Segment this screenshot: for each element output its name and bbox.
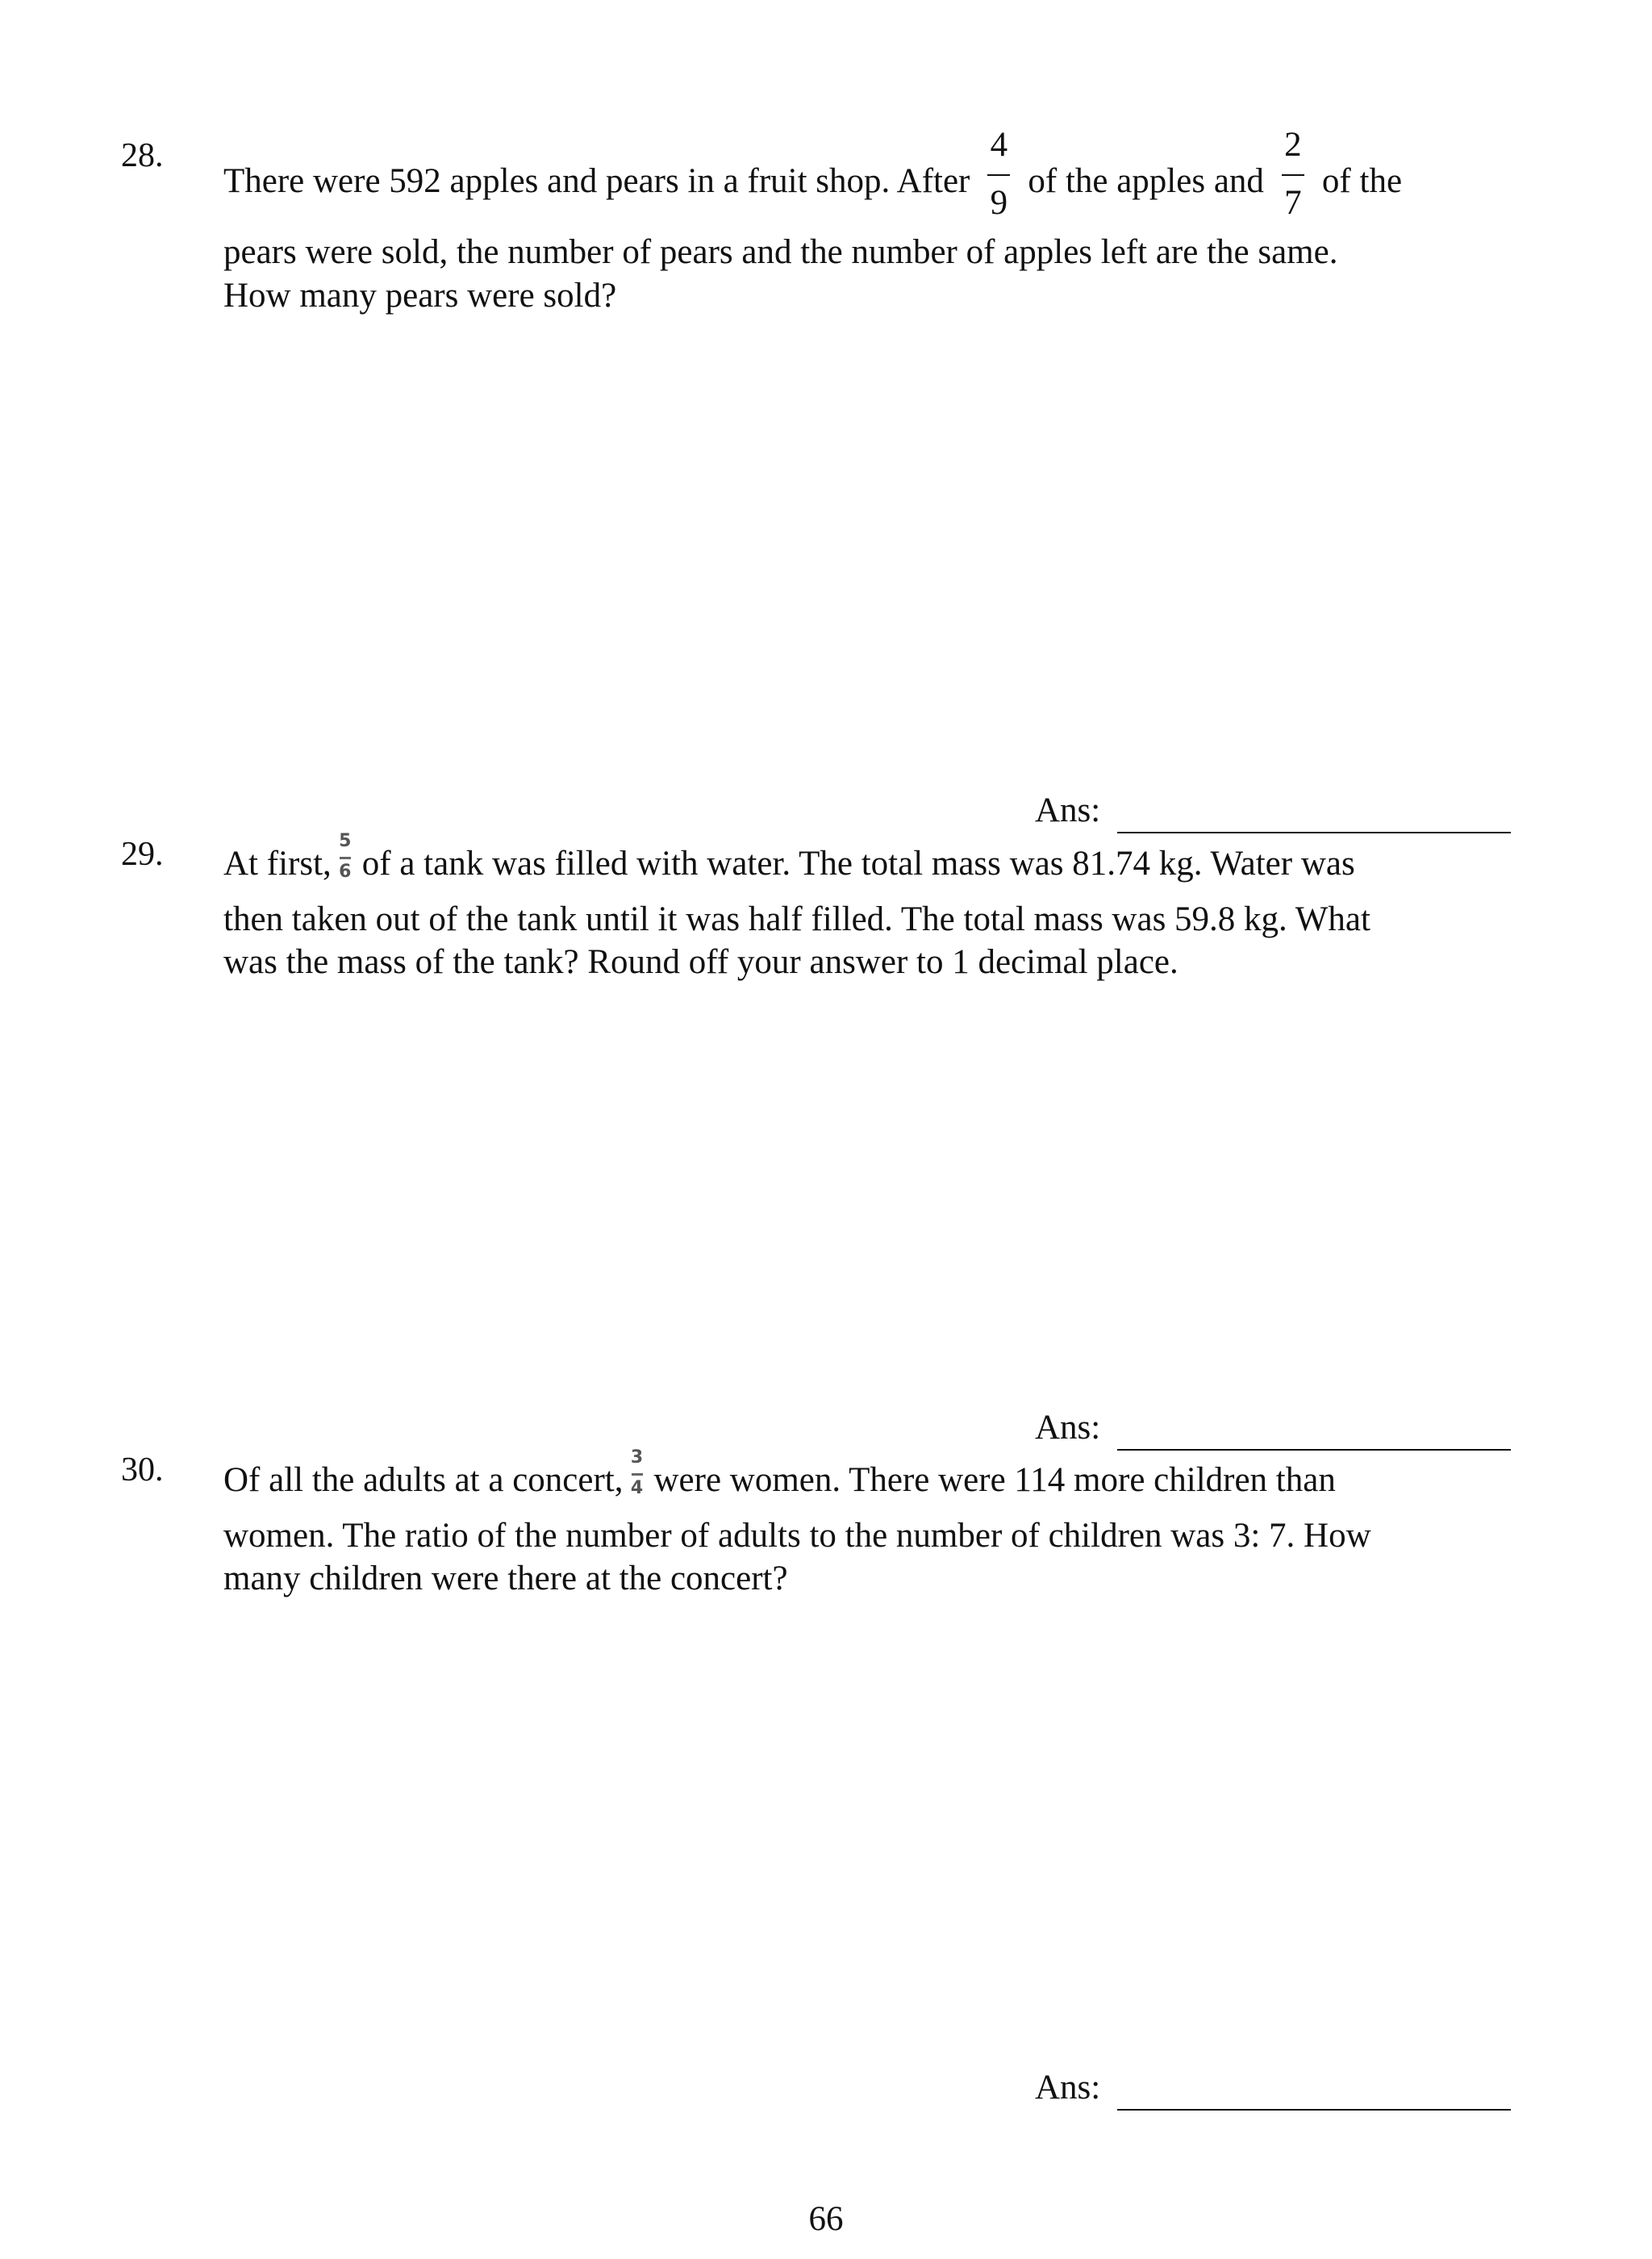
fraction-denominator: 9 bbox=[990, 183, 1008, 222]
question-text-line: was the mass of the tank? Round off your answer to 1 decimal place. bbox=[223, 943, 1179, 981]
answer-blank[interactable] bbox=[1117, 832, 1511, 833]
question-text-line bbox=[223, 830, 1355, 883]
question-text-line bbox=[223, 125, 1403, 222]
question-text: At first, bbox=[223, 845, 332, 883]
fraction-numerator: 4 bbox=[990, 125, 1008, 164]
question-text: There were 592 apples and pears in a fruit shop. After bbox=[223, 162, 970, 200]
answer-label: Ans: bbox=[1035, 1409, 1101, 1447]
question-text: were women. There were 114 more children than bbox=[653, 1461, 1336, 1499]
question-text: Of all the adults at a concert, bbox=[223, 1461, 624, 1499]
question-number: 29. bbox=[121, 836, 164, 873]
question-text-line: many children were there at the concert? bbox=[223, 1560, 788, 1597]
fraction-denominator: 6 bbox=[339, 861, 352, 882]
fraction bbox=[1275, 125, 1311, 222]
question-text: of the apples and bbox=[1028, 162, 1264, 200]
fraction-bar bbox=[1282, 174, 1304, 176]
question-text-line: women. The ratio of the number of adults to the number of children was 3: 7. How bbox=[223, 1517, 1371, 1555]
fraction bbox=[981, 125, 1016, 222]
fraction-bar bbox=[632, 1473, 643, 1476]
answer-blank[interactable] bbox=[1117, 2109, 1511, 2111]
question-text-line: then taken out of the tank until it was half filled. The total mass was 59.8 kg. What bbox=[223, 900, 1370, 938]
fraction-numerator: 3 bbox=[630, 1447, 644, 1468]
question-text-line bbox=[223, 1447, 1336, 1499]
answer-label: Ans: bbox=[1035, 791, 1101, 829]
fraction bbox=[336, 830, 354, 882]
fraction-bar bbox=[340, 857, 351, 859]
fraction-denominator: 7 bbox=[1284, 183, 1302, 222]
fraction bbox=[628, 1447, 646, 1498]
fraction-denominator: 4 bbox=[630, 1477, 644, 1498]
fraction-bar bbox=[987, 174, 1010, 176]
fraction-numerator: 2 bbox=[1284, 125, 1302, 164]
fraction-numerator: 5 bbox=[339, 830, 352, 851]
answer-blank[interactable] bbox=[1117, 1449, 1511, 1451]
question-text: of the bbox=[1321, 162, 1403, 200]
answer-label: Ans: bbox=[1035, 2069, 1101, 2107]
question-text-line: pears were sold, the number of pears and the number of apples left are the same. bbox=[223, 233, 1338, 271]
question-text-line: How many pears were sold? bbox=[223, 277, 617, 315]
question-text: of a tank was filled with water. The total mass was 81.74 kg. Water was bbox=[361, 845, 1355, 883]
question-number: 28. bbox=[121, 137, 164, 174]
question-number: 30. bbox=[121, 1451, 164, 1489]
page-number: 66 bbox=[808, 2200, 844, 2238]
